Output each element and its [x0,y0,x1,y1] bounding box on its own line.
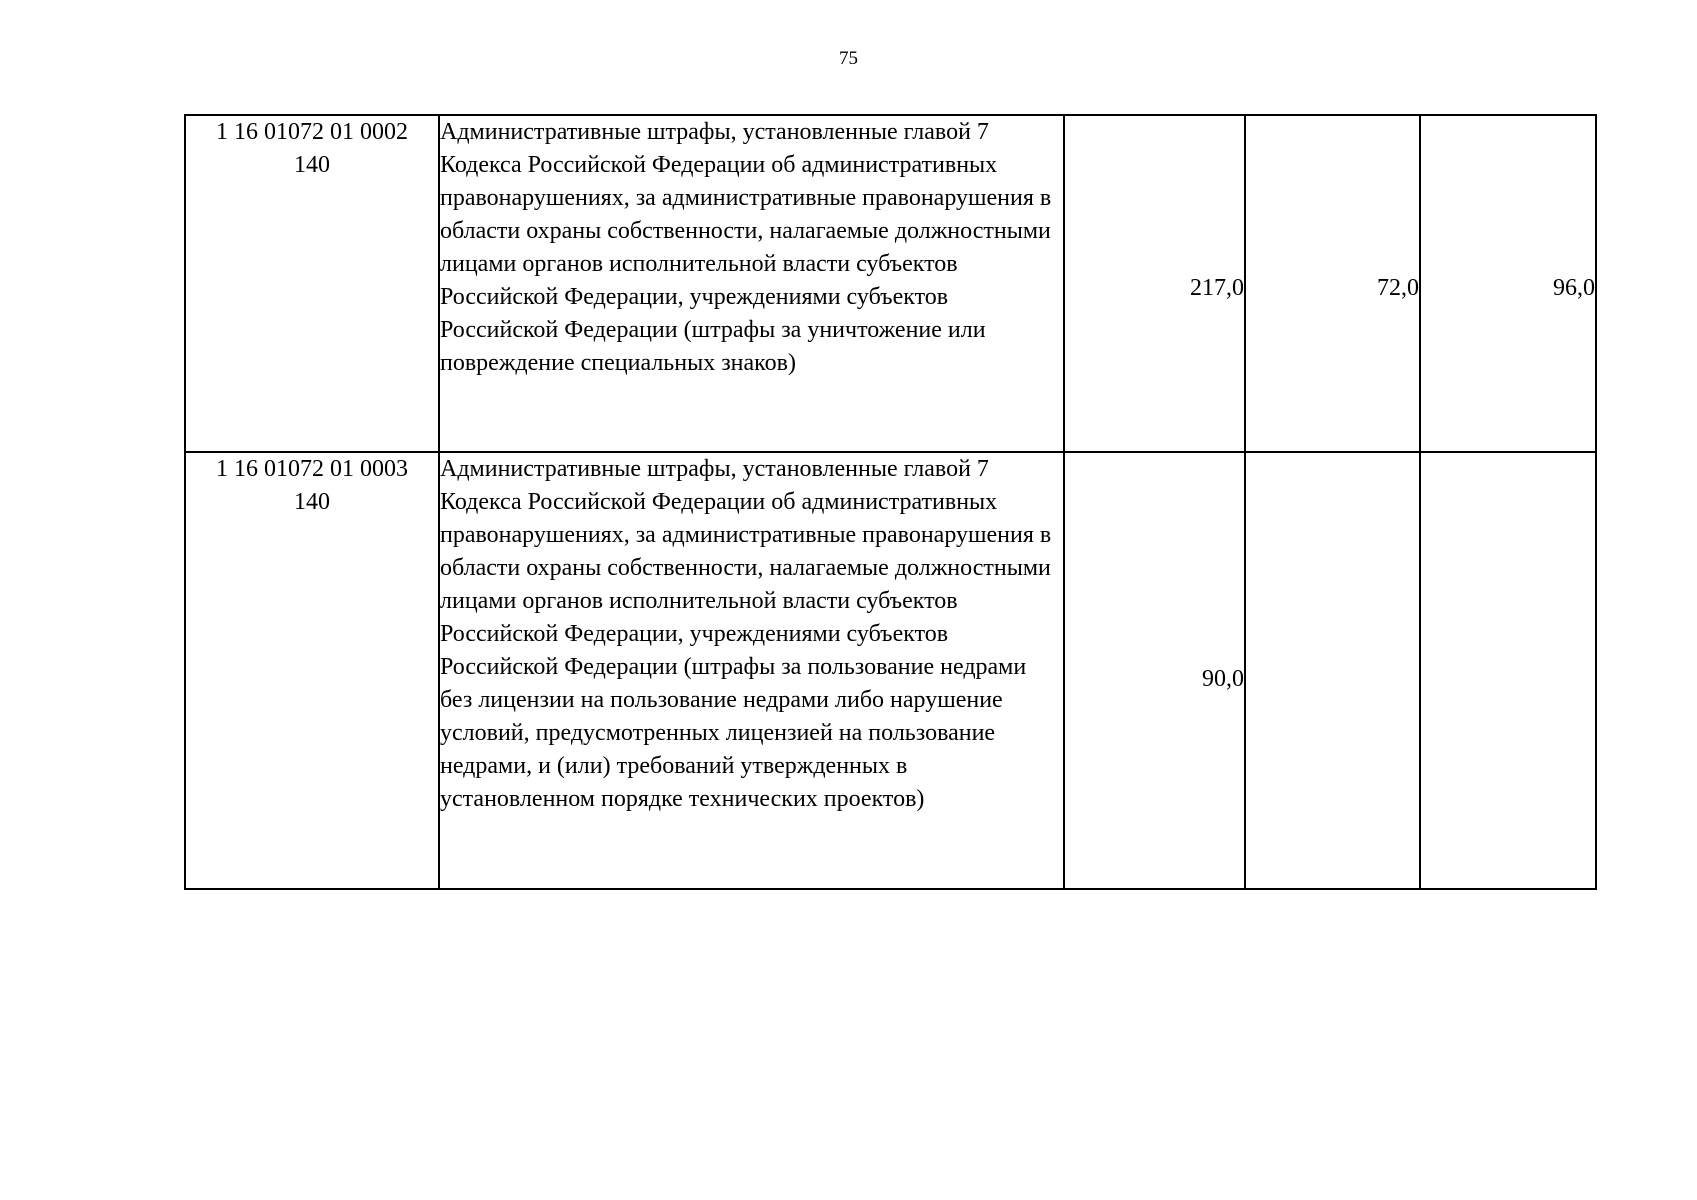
table-row [185,452,1596,889]
budget-code-line: 1 16 01072 01 0002 [216,119,408,145]
budget-code-line: 140 [294,489,330,515]
value-cell-3: 96,0 [1420,115,1596,452]
budget-code-cell [185,115,439,452]
budget-code-line: 140 [294,152,330,178]
value-cell-2 [1245,452,1420,889]
budget-table [184,114,1597,890]
description-cell: Административные штрафы, установленные главой 7 Кодекса Российской Федерации об административных правонарушениях, за административные правонарушения в области охраны собственности, налагаемые должностными лицами органов исполнительной власти субъектов Российской Федерации, учреждениями субъектов Российской Федерации (штрафы за уничтожение или повреждение специальных знаков) [439,115,1064,452]
value-cell-2: 72,0 [1245,115,1420,452]
table-row [185,115,1596,452]
value-cell-1: 90,0 [1064,452,1245,889]
value-cell-3 [1420,452,1596,889]
budget-code-cell [185,452,439,889]
description-cell: Административные штрафы, установленные главой 7 Кодекса Российской Федерации об административных правонарушениях, за административные правонарушения в области охраны собственности, налагаемые должностными лицами органов исполнительной власти субъектов Российской Федерации, учреждениями субъектов Российской Федерации (штрафы за пользование недрами без лицензии на пользование недрами либо нарушение условий, предусмотренных лицензией на пользование недрами, и (или) требований утвержденных в установленном порядке технических проектов) [439,452,1064,889]
budget-code-line: 1 16 01072 01 0003 [216,456,408,482]
value-cell-1: 217,0 [1064,115,1245,452]
page-number: 75 [839,48,858,69]
